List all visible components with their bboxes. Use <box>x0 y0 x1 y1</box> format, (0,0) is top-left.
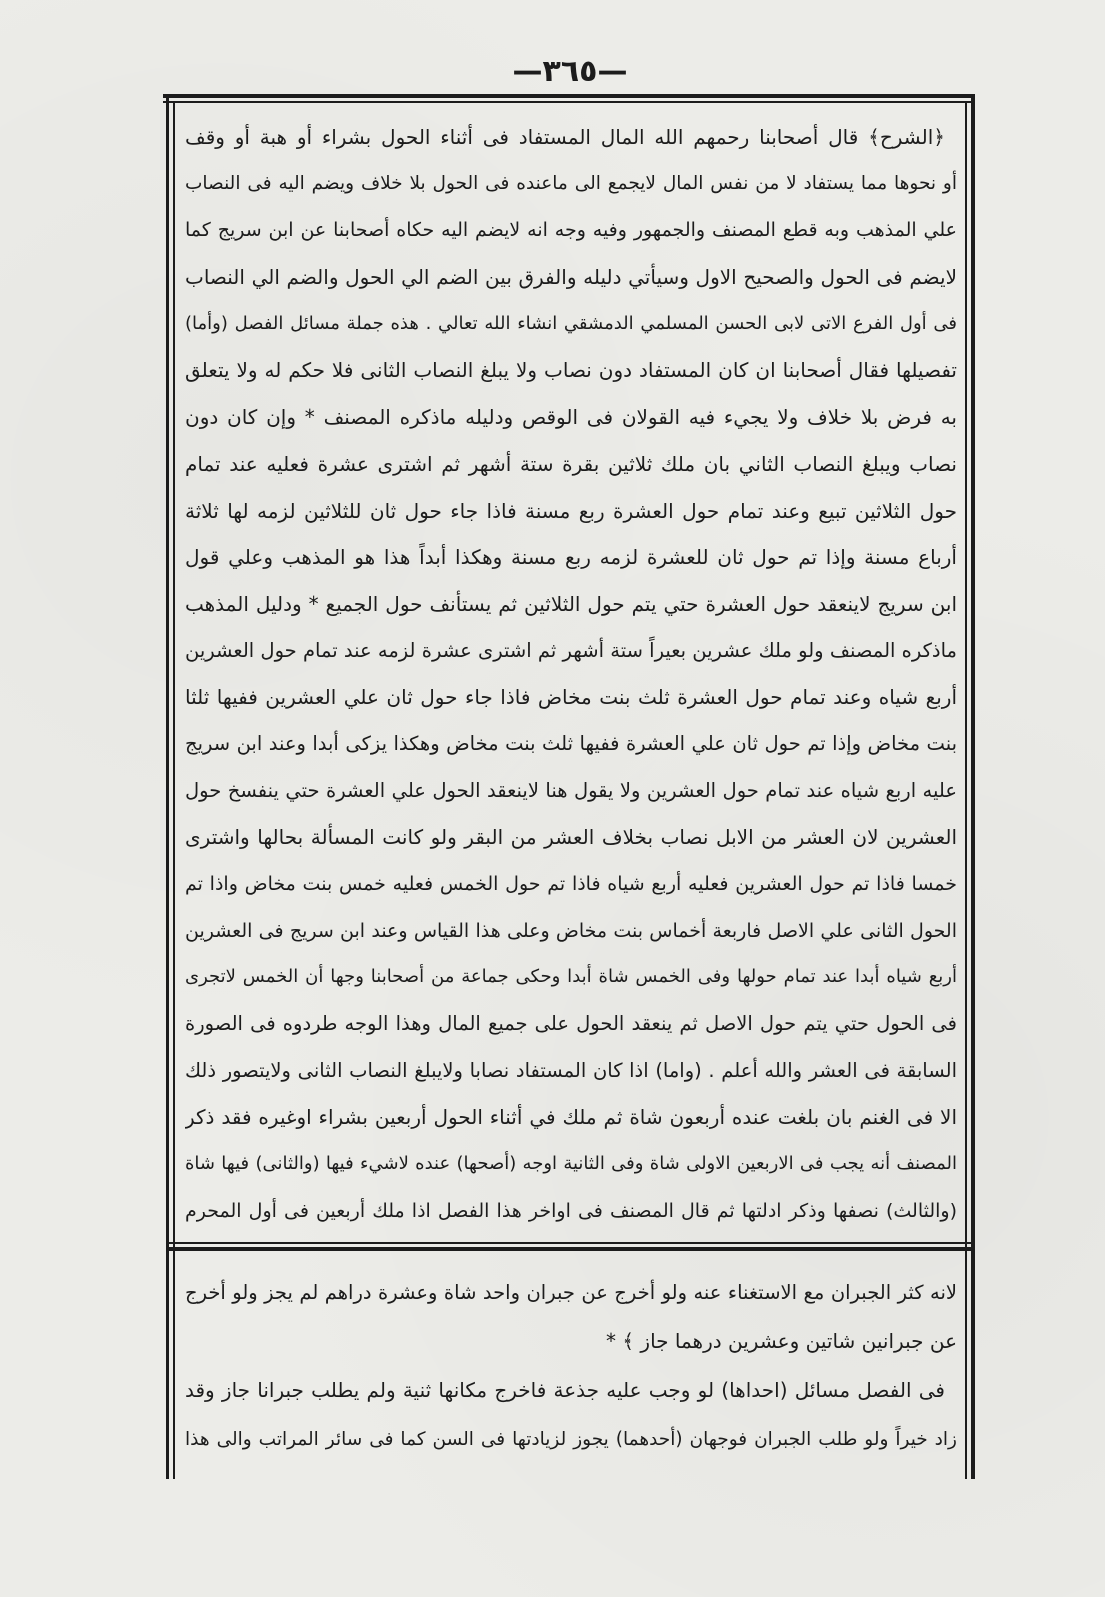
text-line: بنت مخاض وإذا تم حول ثان علي العشرة ففيها ثلث بنت مخاض وهكذا يزكى أبدا وعند ابن سريج <box>185 731 957 755</box>
text-line: ﴿الشرح﴾ قال أصحابنا رحمهم الله المال المستفاد فى أثناء الحول بشراء أو هبة أو وقف <box>185 125 945 149</box>
frame-right-rule-thick <box>971 94 975 1479</box>
text-line: المصنف أنه يجب فى الاربعين الاولى شاة وفى الثانية اوجه (أصحها) عنده لاشيء فيها (والثانى) فيها شاة <box>185 1153 957 1175</box>
text-line: أربع شياه أبدا عند تمام حولها وفى الخمس شاة أبدا وحكى جماعة من أصحابنا وجها أن الخمس لاتجرى <box>185 966 957 988</box>
text-line: لانه كثر الجبران مع الاستغناء عنه ولو أخرج عن جبران واحد شاة وعشرة دراهم لم يجز ولو أخرج <box>185 1281 957 1304</box>
page-number: —٣٦٥— <box>512 54 628 89</box>
text-line: فى الحول حتي يتم حول الاصل ثم ينعقد الحول على جميع المال وهذا الوجه طردوه فى الصورة <box>185 1012 957 1036</box>
frame-top-rule-thick <box>163 94 975 98</box>
divider-rule-thin <box>166 1242 975 1244</box>
lower-text-block <box>185 1268 957 1464</box>
text-line: فى الفصل مسائل (احداها) لو وجب عليه جذعة فاخرج مكانها ثنية ولم يطلب جبرانا جاز وقد <box>185 1378 945 1402</box>
text-line: أربع شياه وعند تمام حول العشرة ثلث بنت مخاض فاذا جاء حول ثان علي العشرين ففيها ثلثا <box>185 685 957 710</box>
text-line: حول الثلاثين تبيع وعند تمام حول العشرة ربع مسنة فاذا جاء حول ثان للثلاثين لزمه لها ثلاثة <box>185 498 957 523</box>
text-line: عن جبرانين شاتين وعشرين درهما جاز ﴾ * <box>605 1329 957 1353</box>
text-line: العشرين لان العشر من الابل نصاب بخلاف العشر من البقر ولو كانت المسألة بحالها واشترى <box>185 825 957 850</box>
upper-text-block <box>185 114 957 1235</box>
divider-rule-thick <box>166 1247 975 1251</box>
text-line: نصاب ويبلغ النصاب الثاني بان ملك ثلاثين بقرة ستة أشهر ثم اشترى عشرة فعليه عند تمام <box>185 451 957 476</box>
frame-right-rule-thin <box>965 101 967 1479</box>
text-line: الا فى الغنم بان بلغت عنده أربعون شاة ثم ملك في أثناء الحول أربعين بشراء اوغيره فقد ذكر <box>185 1105 957 1130</box>
text-line: أرباع مسنة وإذا تم حول ثان للعشرة لزمه ربع مسنة وهكذا أبداً هذا هو المذهب وعلي قول <box>185 545 957 570</box>
frame-left-rule-thin <box>173 101 175 1479</box>
text-line: ابن سريج لاينعقد حول العشرة حتي يتم حول الثلاثين ثم يستأنف حول الجميع * ودليل المذهب <box>185 591 957 616</box>
text-line: الحول الثانى علي الاصل فاربعة أخماس بنت مخاض وعلى هذا القياس وعند ابن سريج فى العشرين <box>185 919 957 942</box>
frame-top-rule-thin <box>163 101 975 103</box>
text-line: (والثالث) نصفها وذكر ادلتها ثم قال المصنف فى اواخر هذا الفصل اذا ملك أربعين فى أول المحرم <box>185 1199 957 1222</box>
text-line: تفصيلها فقال أصحابنا ان كان المستفاد دون نصاب ولا يبلغ النصاب الثانى فلا حكم له ولا يتعلق <box>185 358 957 383</box>
text-line: علي المذهب وبه قطع المصنف والجمهور وفيه وجه انه لايضم اليه حكاه أصحابنا عن ابن سريج كما <box>185 219 957 242</box>
text-line: زاد خيراً ولو طلب الجبران فوجهان (أحدهما) يجوز لزيادتها فى السن كما فى سائر المراتب والى هذا <box>185 1429 957 1450</box>
text-line: السابقة فى العشر والله أعلم . (واما) اذا كان المستفاد نصابا ولايبلغ النصاب الثانى ولايتصور ذلك <box>185 1058 957 1082</box>
frame-left-rule-thick <box>166 94 169 1479</box>
text-line: خمسا فاذا تم حول العشرين فعليه أربع شياه فاذا تم حول الخمس فعليه خمس بنت مخاض واذا تم <box>185 873 957 895</box>
text-line: أو نحوها مما يستفاد لا من نفس المال لايجمع الى ماعنده فى الحول بلا خلاف ويضم اليه فى النصاب <box>185 172 957 194</box>
text-line: به فرض بلا خلاف ولا يجيء فيه القولان فى الوقص ودليله ماذكره المصنف * وإن كان دون <box>185 405 957 430</box>
text-line: عليه اربع شياه عند تمام حول العشرين ولا يقول هنا لاينعقد الحول علي العشرة حتي ينفسخ حول <box>185 778 957 802</box>
text-line: ماذكره المصنف ولو ملك عشرين بعيراً ستة أشهر ثم اشترى عشرة لزمه عند تمام حول العشرين <box>185 638 957 662</box>
text-line: فى أول الفرع الاتى لابى الحسن المسلمي الدمشقي انشاء الله تعالي . هذه جملة مسائل الفصل (وأما) <box>185 312 957 334</box>
text-line: لايضم فى الحول والصحيح الاول وسيأتي دليله والفرق بين الضم الي الحول والضم الي النصاب <box>185 265 957 290</box>
